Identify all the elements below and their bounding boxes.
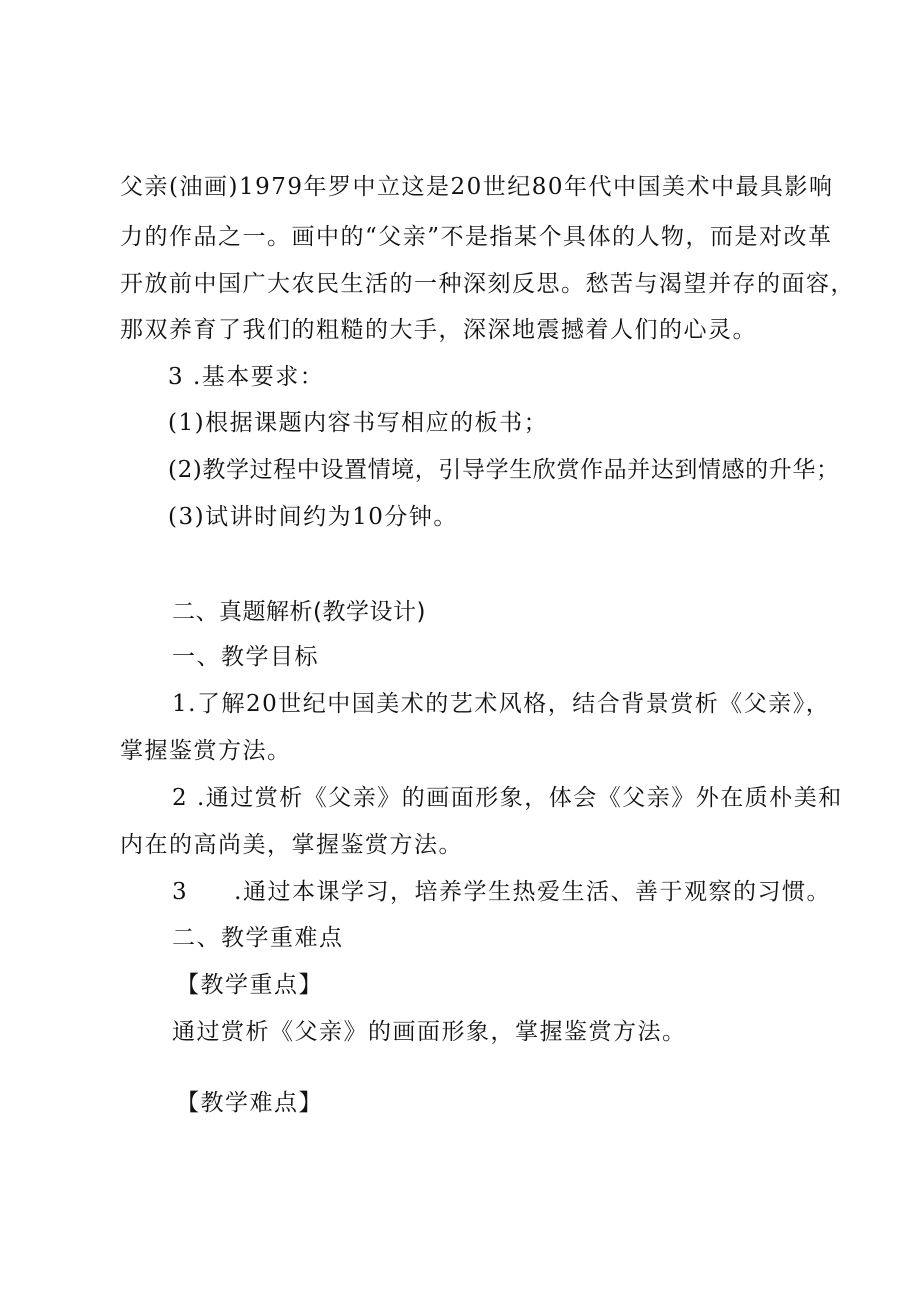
requirement-item-2: (2)教学过程中设置情境，引导学生欣赏作品并达到情感的升华； bbox=[168, 457, 840, 483]
requirement-item-1: (1)根据课题内容书写相应的板书； bbox=[168, 410, 549, 436]
teaching-difficulty-label: 【教学难点】 bbox=[176, 1090, 323, 1116]
requirement-item-3: (3)试讲时间约为10分钟。 bbox=[168, 504, 458, 530]
goal-3-text: .通过本课学习，培养学生热爱生活、善于观察的习惯。 bbox=[234, 879, 831, 905]
goal-3-number: 3 bbox=[172, 879, 189, 905]
goal-1-line-1: 1.了解20世纪中国美术的艺术风格，结合背景赏析《父亲》， bbox=[172, 691, 831, 717]
intro-line-3: 开放前中国广大农民生活的一种深刻反思。愁苦与渴望并存的面容， bbox=[120, 271, 855, 297]
section-heading: 二、真题解析(教学设计) bbox=[172, 599, 426, 625]
goal-3 bbox=[172, 877, 831, 907]
intro-line-1: 父亲(油画)1979年罗中立这是20世纪80年代中国美术中最具影响 bbox=[120, 174, 834, 200]
goal-2-line-2: 内在的高尚美，掌握鉴赏方法。 bbox=[120, 832, 463, 858]
teaching-key-label: 【教学重点】 bbox=[176, 972, 323, 998]
key-difficult-title: 二、教学重难点 bbox=[172, 925, 344, 951]
basic-requirements-title: 3 .基本要求： bbox=[168, 364, 325, 390]
intro-line-2: 力的作品之一。画中的“父亲”不是指某个具体的人物，而是对改革 bbox=[120, 224, 833, 250]
goal-2-line-1: 2 .通过赏析《父亲》的画面形象，体会《父亲》外在质朴美和 bbox=[172, 785, 843, 811]
goal-1-line-2: 掌握鉴赏方法。 bbox=[120, 738, 292, 764]
teaching-goals-title: 一、教学目标 bbox=[172, 644, 319, 670]
teaching-key-text: 通过赏析《父亲》的画面形象，掌握鉴赏方法。 bbox=[172, 1019, 687, 1045]
intro-line-4: 那双养育了我们的粗糙的大手，深深地震撼着人们的心灵。 bbox=[120, 317, 757, 343]
